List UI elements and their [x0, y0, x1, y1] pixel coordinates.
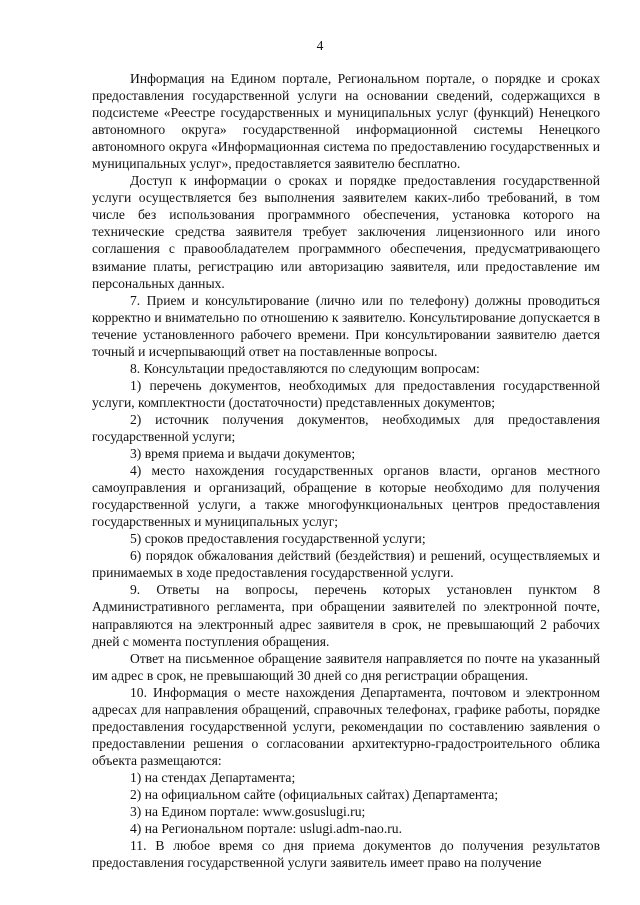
paragraph: Информация на Едином портале, Региональном портале, о порядке и сроках предоставления государственной услуги на основании сведений, содержащихся в подсистеме «Реестре государственных и муниципальных услуг (функций) Ненецкого автономного округа» государственной информационной системы Ненецкого автономного округа «Информационная система по предоставлению государственных и муниципальных услуг», предоставляется заявителю бесплатно. — [92, 71, 600, 172]
paragraph: 10. Информация о месте нахождения Департамента, почтовом и электронном адресах для направления обращений, справочных телефонах, графике работы, порядке предоставления государственной услуги, рекомендации по составлению заявления о предоставлении решения о согласовании архитектурно-градостроительного облика объекта размещаются: — [92, 684, 600, 768]
list-item: 1) перечень документов, необходимых для предоставления государственной услуги, комплектности (достаточности) представленных документов; — [92, 377, 600, 410]
list-item: 2) на официальном сайте (официальных сайтах) Департамента; — [130, 786, 499, 802]
list-item: 3) время приема и выдачи документов; — [130, 446, 356, 462]
list-item: 4) на Региональном портале: uslugi.adm-nao.ru. — [130, 821, 402, 837]
list-item: 6) порядок обжалования действий (бездействия) и решений, осуществляемых и принимаемых в ходе предоставления государственной услуги. — [92, 548, 600, 581]
page-number: 4 — [316, 38, 324, 53]
paragraph: 7. Прием и консультирование (лично или по телефону) должны проводиться корректно и внимательно по отношению к заявителю. Консультирование допускается в течение установленного рабочего времени. При консультировании заявителю дается точный и исчерпывающий ответ на поставленные вопросы. — [92, 292, 600, 359]
list-item: 5) сроков предоставления государственной услуги; — [130, 531, 426, 547]
paragraph: 8. Консультации предоставляются по следующим вопросам: — [130, 360, 480, 376]
document-body — [92, 70, 600, 871]
list-item: 3) на Едином портале: www.gosuslugi.ru; — [130, 804, 366, 820]
list-item: 4) место нахождения государственных органов власти, органов местного самоуправления и организаций, обращение в которые необходимо для получения государственной услуги, а также многофункциональных центров предоставления государственных и муниципальных услуг; — [92, 463, 600, 530]
list-item: 2) источник получения документов, необходимых для предоставления государственной услуги; — [92, 411, 600, 444]
paragraph: 11. В любое время со дня приема документов до получения результатов предоставления государственной услуги заявитель имеет право на получение — [92, 838, 600, 871]
paragraph: Доступ к информации о сроках и порядке предоставления государственной услуги осуществляется без выполнения заявителем каких-либо требований, в том числе без использования программного обеспечения, установка которого на технические средства заявителя требует заключения лицензионного или иного соглашения с правообладателем программного обеспечения, предусматривающего взимание платы, регистрацию или авторизацию заявителя, или предоставление им персональных данных. — [92, 173, 600, 291]
paragraph: 9. Ответы на вопросы, перечень которых установлен пунктом 8 Административного регламента, при обращении заявителей по электронной почте, направляются на электронный адрес заявителя в срок, не превышающий 2 рабочих дней с момента поступления обращения. — [92, 582, 600, 649]
list-item: 1) на стендах Департамента; — [130, 769, 296, 785]
paragraph: Ответ на письменное обращение заявителя направляется по почте на указанный им адрес в срок, не превышающий 30 дней со дня регистрации обращения. — [92, 650, 600, 683]
